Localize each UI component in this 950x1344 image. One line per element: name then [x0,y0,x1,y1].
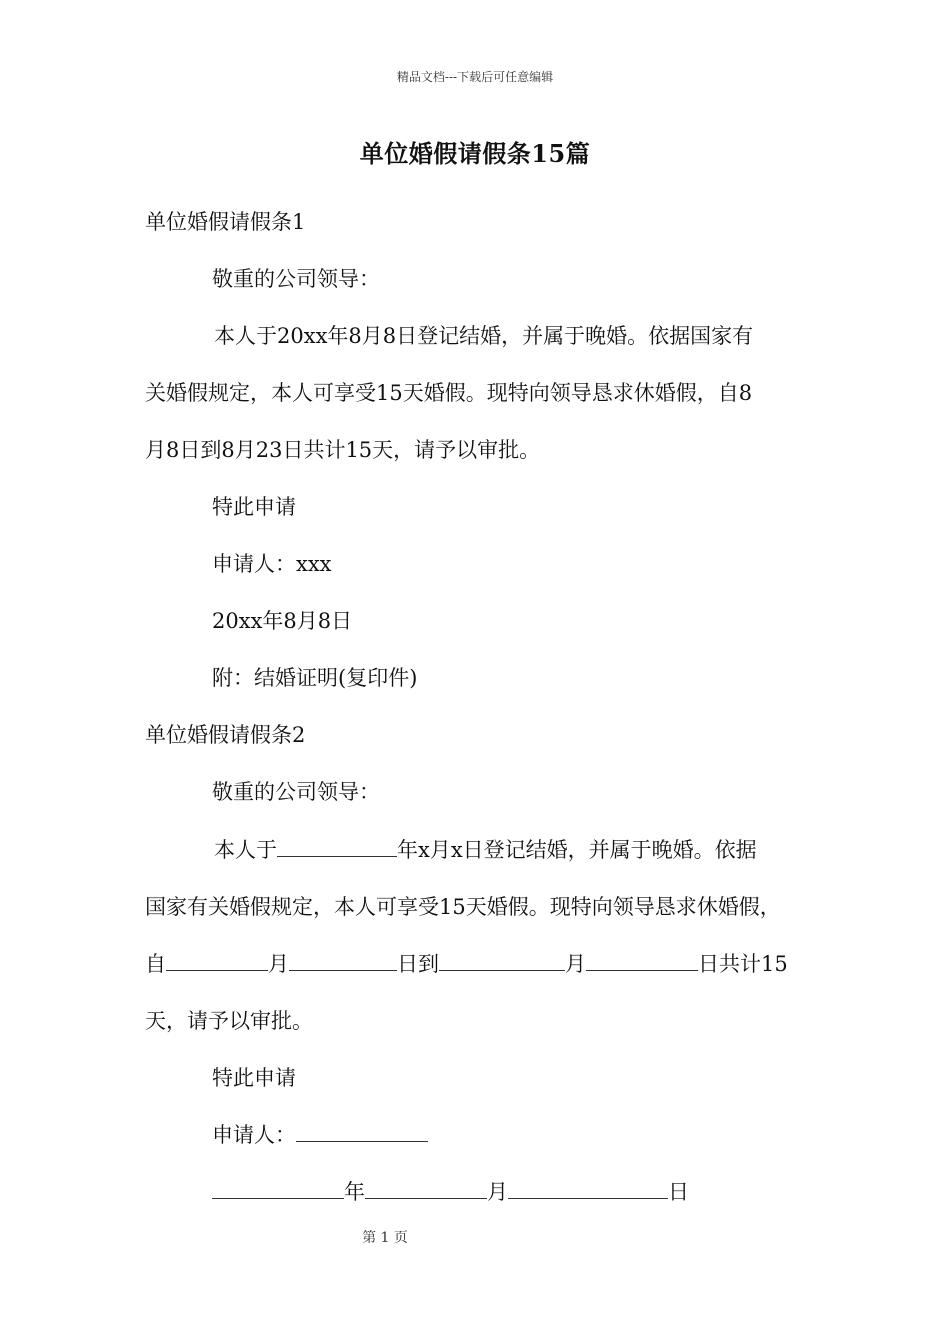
section2-body-line2: 国家有关婚假规定，本人可享受15天婚假。现特向领导恳求休婚假， [145,895,781,919]
section2-date-year: 年 [344,1180,365,1204]
blank-line [289,950,397,971]
blank-line [439,950,565,971]
section2-applicant-label: 申请人： [212,1123,296,1147]
section2-applicant [212,1120,428,1150]
section2-body-line1 [214,835,757,865]
section2-body-line1-rest: 年x月x日登记结婚，并属于晚婚。依据 [397,838,757,862]
blank-line [296,1121,428,1142]
section1-body-line2: 关婚假规定，本人可享受15天婚假。现特向领导恳求休婚假，自8 [145,381,753,405]
document-title: 单位婚假请假条15篇 [359,139,591,168]
page-footer: 第 1 页 [362,1230,408,1246]
section1-body-line3: 月8日到8月23日共计15天，请予以审批。 [145,438,541,462]
section2-body-line4: 天，请予以审批。 [145,1009,313,1033]
blank-line [365,1178,487,1199]
section2-l3-b: 月 [268,952,289,976]
section2-l3-c: 日到 [397,952,439,976]
section2-body-line3 [145,949,788,979]
blank-line [508,1178,668,1199]
page-header: 精品文档---下载后可任意编辑 [396,70,554,84]
blank-line [166,950,268,971]
section2-salutation: 敬重的公司领导： [212,780,380,804]
blank-line [212,1178,344,1199]
section2-body-prefix: 本人于 [214,838,277,862]
blank-line [586,950,698,971]
section2-l3-d: 月 [565,952,586,976]
section1-applicant: 申请人：xxx [212,552,332,576]
section2-closing: 特此申请 [212,1066,296,1090]
section1-attachment: 附：结婚证明(复印件) [212,666,418,690]
section1-closing: 特此申请 [212,495,296,519]
section2-l3-e: 日共计15 [698,952,788,976]
section2-l3-a: 自 [145,952,166,976]
section2-date-day: 日 [668,1180,689,1204]
section1-date: 20xx年8月8日 [212,609,353,633]
blank-line [277,836,397,857]
section1-body-line1: 本人于20xx年8月8日登记结婚，并属于晚婚。依据国家有 [214,324,754,348]
section2-date-month: 月 [487,1180,508,1204]
section1-heading: 单位婚假请假条1 [145,210,306,234]
section2-heading: 单位婚假请假条2 [145,723,306,747]
section1-salutation: 敬重的公司领导： [212,267,380,291]
section2-date [212,1177,689,1207]
